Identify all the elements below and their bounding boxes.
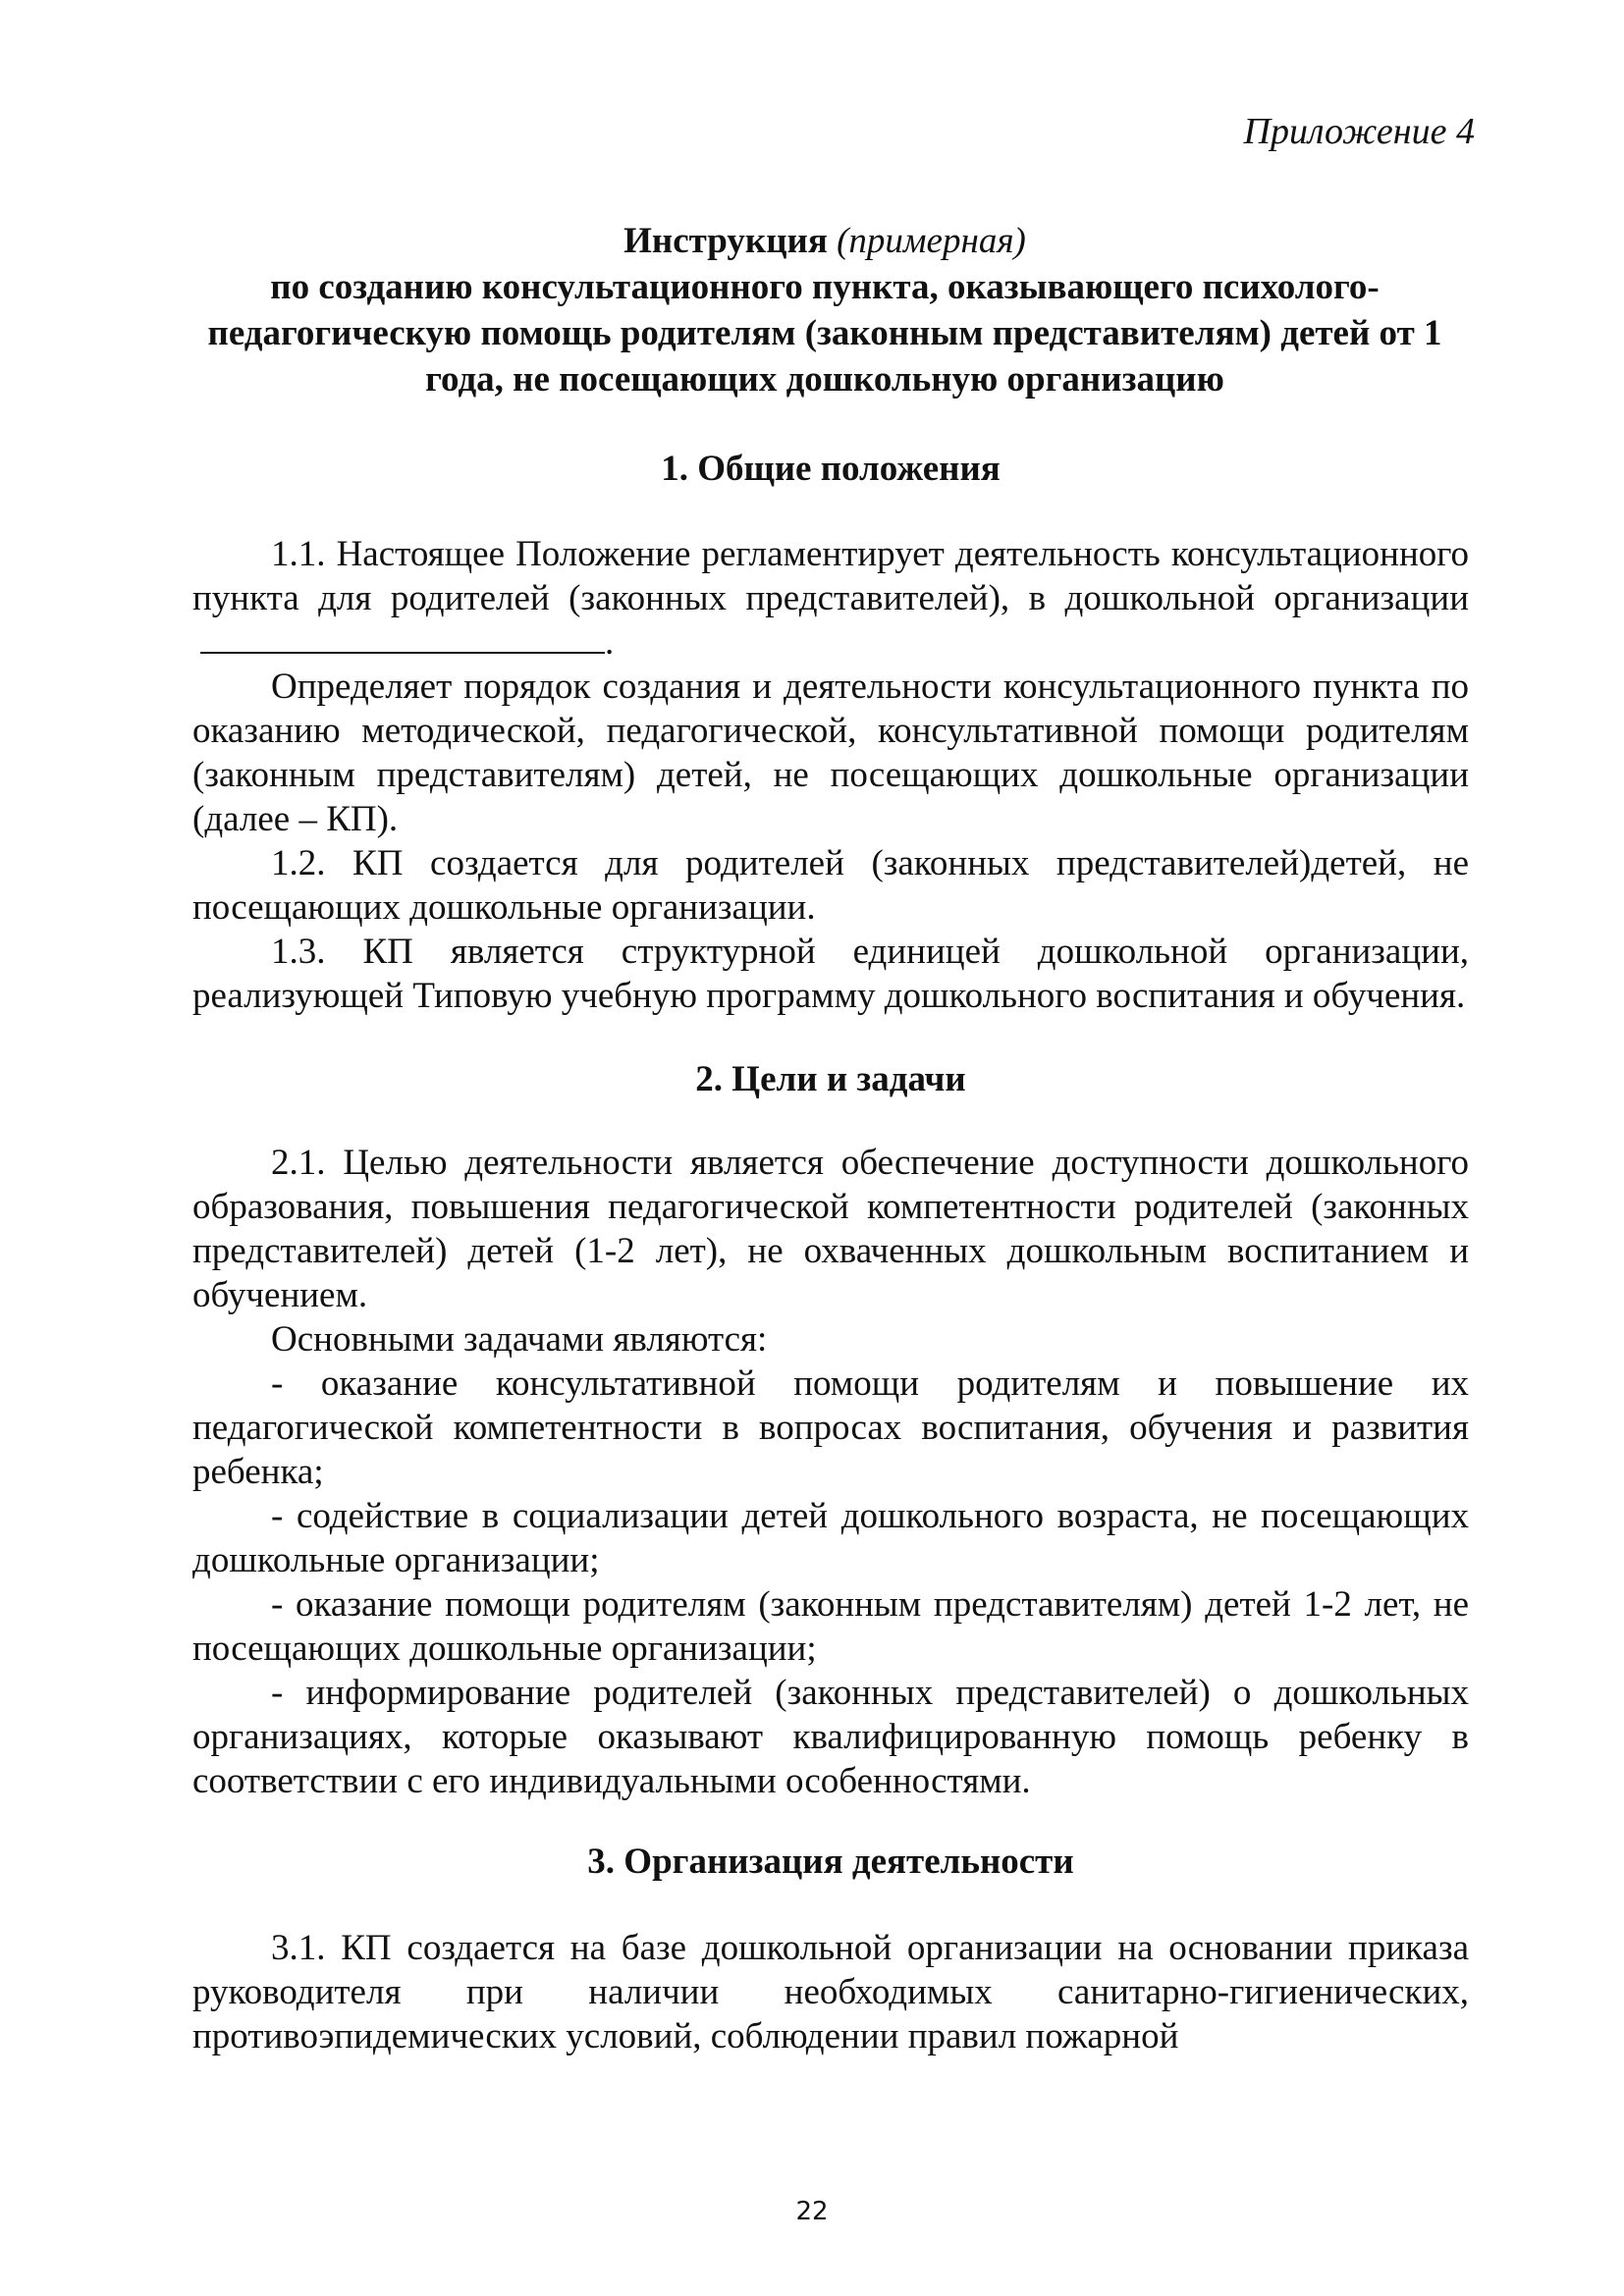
paragraph-2-1: 2.1. Целью деятельности является обеспечение доступности дошкольного образования, повышения педагогической компетентности родителей (законных представителей) детей (1-2 лет), не охваченных дошкольным воспитанием и обучением. (192, 1143, 1469, 1315)
tasks-intro: Основными задачами являются: (271, 1319, 768, 1360)
paragraph-1-1-end: . (605, 622, 615, 663)
paragraph-3-1: 3.1. КП создается на базе дошкольной организации на основании приказа руководителя при наличии необходимых санитарно-гигиенических, противоэпидемических условий, соблюдении правил пожарной (192, 1928, 1469, 2056)
section-2-heading: 2. Цели и задачи (695, 1059, 966, 1099)
section-1-heading: 1. Общие положения (661, 449, 1001, 489)
title-main: Инструкция (623, 221, 828, 261)
paragraph-1-3: 1.3. КП является структурной единицей дошкольной организации, реализующей Типовую учебную программу дошкольного воспитания и обучения. (192, 932, 1469, 1016)
task-item-3: - оказание помощи родителям (законным представителям) детей 1-2 лет, не посещающих дошкольные организации; (192, 1584, 1469, 1669)
task-item-1: - оказание консультативной помощи родителям и повышение их педагогической компетентности в вопросах воспитания, обучения и развития ребенка; (192, 1363, 1469, 1492)
title-subtitle: по созданию консультационного пункта, оказывающего психолого-педагогическую помощь родителям (законным представителям) детей от 1 года, не посещающих дошкольную организацию (207, 267, 1442, 400)
paragraph-1-1-text: 1.1. Настоящее Положение регламентирует деятельность консультационного пункта для родителей (законных представителей), в дошкольной организации (192, 534, 1469, 618)
fill-in-blank (200, 622, 605, 654)
task-item-4: - информирование родителей (законных представителей) о дошкольных организациях, которые оказывают квалифицированную помощь ребенку в соответствии с его индивидуальными особенностями. (192, 1673, 1469, 1801)
page-number: 22 (795, 2197, 829, 2226)
task-item-2: - содействие в социализации детей дошкольного возраста, не посещающих дошкольные организации; (192, 1496, 1469, 1580)
title-qualifier: (примерная) (837, 221, 1026, 261)
paragraph-1-1-cont: Определяет порядок создания и деятельности консультационного пункта по оказанию методической, педагогической, консультативной помощи родителям (законным представителям) детей, не посещающих дошкольные организации (далее – КП). (192, 667, 1469, 839)
section-3-heading: 3. Организация деятельности (587, 1842, 1074, 1882)
title-line (187, 218, 1463, 264)
document-title (187, 218, 1463, 402)
paragraph-1-1 (192, 532, 1469, 665)
appendix-label: Приложение 4 (1243, 111, 1475, 152)
paragraph-1-2: 1.2. КП создается для родителей (законных представителей)детей, не посещающих дошкольные организации. (192, 843, 1469, 928)
